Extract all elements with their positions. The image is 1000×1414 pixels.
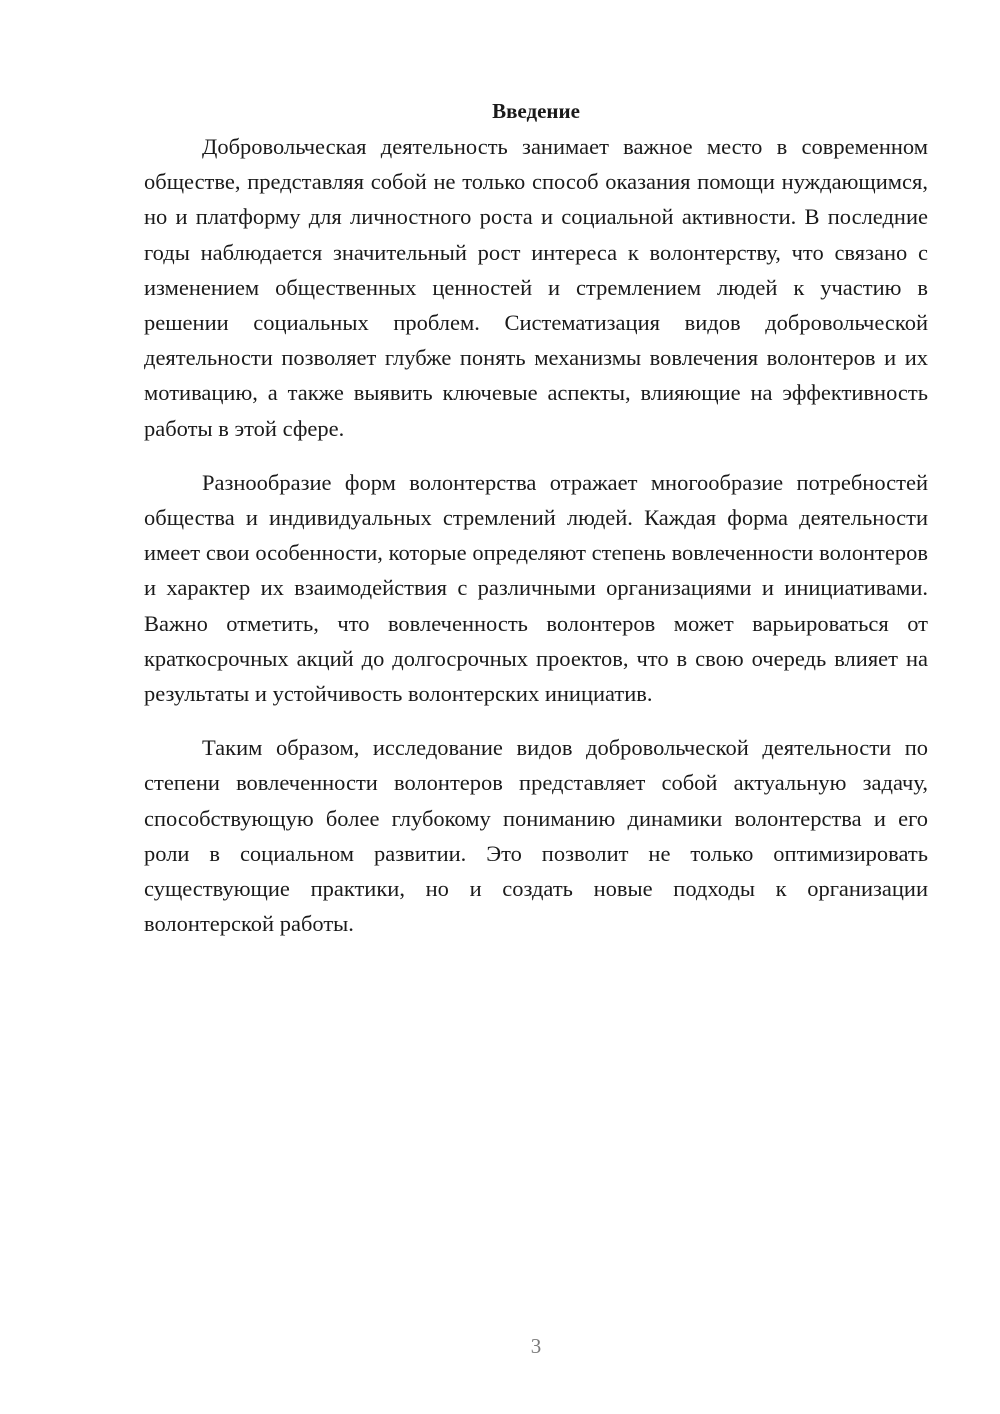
- page-number: 3: [530, 1334, 542, 1358]
- page-content: [144, 94, 928, 960]
- paragraph-3: Таким образом, исследование видов добровольческой деятельности по степени вовлеченности волонтеров представляет собой актуальную задачу, способствующую более глубокому пониманию динамики волонтерства и его роли в социальном развитии. Это позволит не только оптимизировать существующие практики, но и создать новые подходы к организации волонтерской работы.: [144, 735, 928, 937]
- section-title: Введение: [492, 99, 580, 123]
- paragraph-1: Добровольческая деятельность занимает важное место в современном обществе, представляя собой не только способ оказания помощи нуждающимся, но и платформу для личностного роста и социальной активности. В последние годы наблюдается значительный рост интереса к волонтерству, что связано с изменением общественных ценностей и стремлением людей к участию в решении социальных проблем. Систематизация видов добровольческой деятельности позволяет глубже понять механизмы вовлечения волонтеров и их мотивацию, а также выявить ключевые аспекты, влияющие на эффективность работы в этой сфере.: [144, 134, 928, 441]
- paragraph-2: Разнообразие форм волонтерства отражает многообразие потребностей общества и индивидуальных стремлений людей. Каждая форма деятельности имеет свои особенности, которые определяют степень вовлеченности волонтеров и характер их взаимодействия с различными организациями и инициативами. Важно отметить, что вовлеченность волонтеров может варьироваться от краткосрочных акций до долгосрочных проектов, что в свою очередь влияет на результаты и устойчивость волонтерских инициатив.: [144, 469, 928, 707]
